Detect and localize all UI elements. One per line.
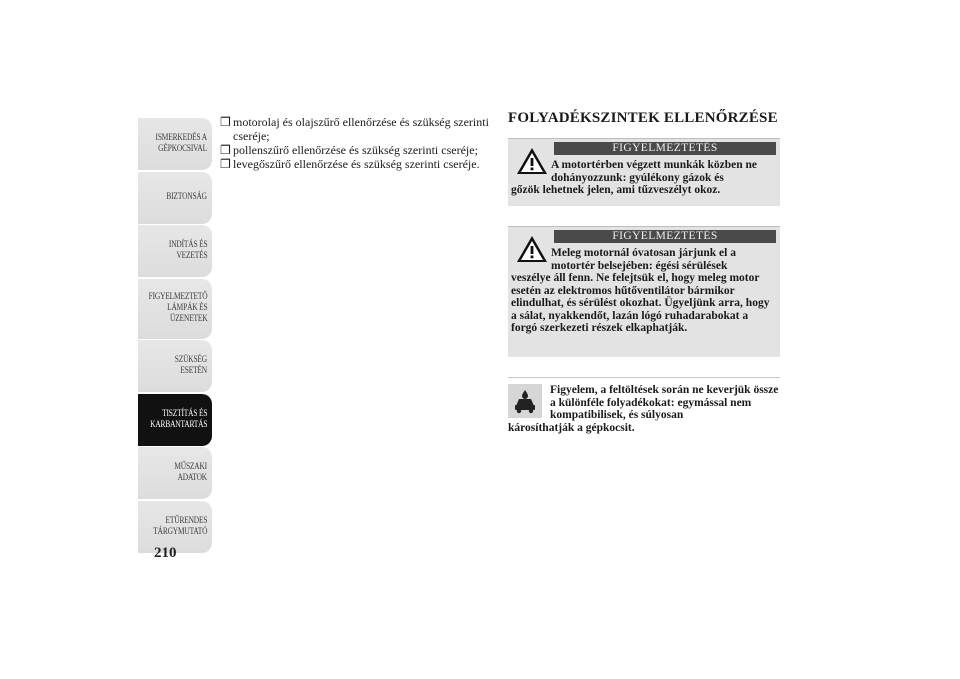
tab-label: ETŰRENDES TÁRGYMUTATÓ xyxy=(152,515,207,537)
list-item xyxy=(220,115,495,143)
checkbox-bullet-icon: ❒ xyxy=(220,143,231,157)
note-text xyxy=(508,384,780,434)
note-lead: Figyelem, a feltöltések során ne keverjük össze a különféle folyadékokat: egymással nem kompatibilisek, és súlyosan xyxy=(550,384,779,421)
tab-label: FIGYELMEZTETŐ LÁMPÁK ÉS ÜZENETEK xyxy=(148,292,207,324)
tab-label: SZÜKSÉG ESETÉN xyxy=(174,355,207,376)
tab-tisztitas[interactable] xyxy=(138,394,212,446)
checkbox-bullet-icon: ❒ xyxy=(220,115,231,129)
bullet-list xyxy=(220,115,495,171)
warning-header: FIGYELMEZTETÉS xyxy=(554,142,776,155)
warning-lead: Meleg motornál óvatosan járjunk el a motortér belsejében: égési sérülések xyxy=(551,247,736,272)
list-item-text: motorolaj és olajszűrő ellenőrzése és szükség szerinti cseréje; xyxy=(233,115,489,143)
note-rest: károsíthatják a gépkocsit. xyxy=(508,421,635,434)
tab-muszaki[interactable] xyxy=(138,447,212,499)
chapter-tabs xyxy=(138,118,212,554)
warning-box xyxy=(508,138,780,206)
section-title: FOLYADÉKSZINTEK ELLENŐRZÉSE xyxy=(508,110,778,126)
warning-triangle-icon xyxy=(516,147,548,175)
tab-label: MŰSZAKI ADATOK xyxy=(174,462,207,483)
page-number: 210 xyxy=(154,545,177,561)
list-item xyxy=(220,143,495,157)
tab-figyelmezteto[interactable] xyxy=(138,279,212,339)
fluid-check-section xyxy=(508,110,780,434)
warning-rest: gőzök lehetnek jelen, ami tűzveszélyt okoz. xyxy=(511,184,721,196)
tab-szukseg[interactable] xyxy=(138,340,212,392)
tab-label: INDÍTÁS ÉS VEZETÉS xyxy=(168,240,207,261)
warning-text xyxy=(511,247,776,335)
list-item-text: pollenszűrő ellenőrzése és szükség szerinti cseréje; xyxy=(233,143,478,157)
warning-header: FIGYELMEZTETÉS xyxy=(554,230,776,243)
warning-box xyxy=(508,226,780,357)
tab-ismerkedes[interactable] xyxy=(138,118,212,170)
tab-label: TISZTÍTÁS ÉS KARBANTARTÁS xyxy=(149,408,207,430)
tab-label: ISMERKEDÉS A GÉPKOCSIVAL xyxy=(155,133,207,154)
list-item-text: levegőszűrő ellenőrzése és szükség szerinti cseréje. xyxy=(233,157,480,171)
tab-inditas[interactable] xyxy=(138,225,212,277)
warning-rest: veszélye áll fenn. Ne felejtsük el, hogy meleg motor esetén az elektromos hűtőventilátor bármikor elindulhat, és sérülést okozhat. Ügyeljünk arra, hogy a sálat, nyakkendőt, lazán lógó ruhadarabokat a forgó szerkezeti részek elkaphatják. xyxy=(511,272,770,334)
car-fluid-icon xyxy=(508,384,542,418)
list-item xyxy=(220,157,495,171)
checkbox-bullet-icon: ❒ xyxy=(220,157,231,171)
note-box xyxy=(508,377,780,434)
warning-triangle-icon xyxy=(516,235,548,263)
warning-text xyxy=(511,159,776,197)
tab-biztonsag[interactable] xyxy=(138,172,212,224)
tab-label: BIZTONSÁG xyxy=(166,192,207,202)
warning-lead: A motortérben végzett munkák közben ne dohányozzunk: gyúlékony gázok és xyxy=(551,159,758,184)
